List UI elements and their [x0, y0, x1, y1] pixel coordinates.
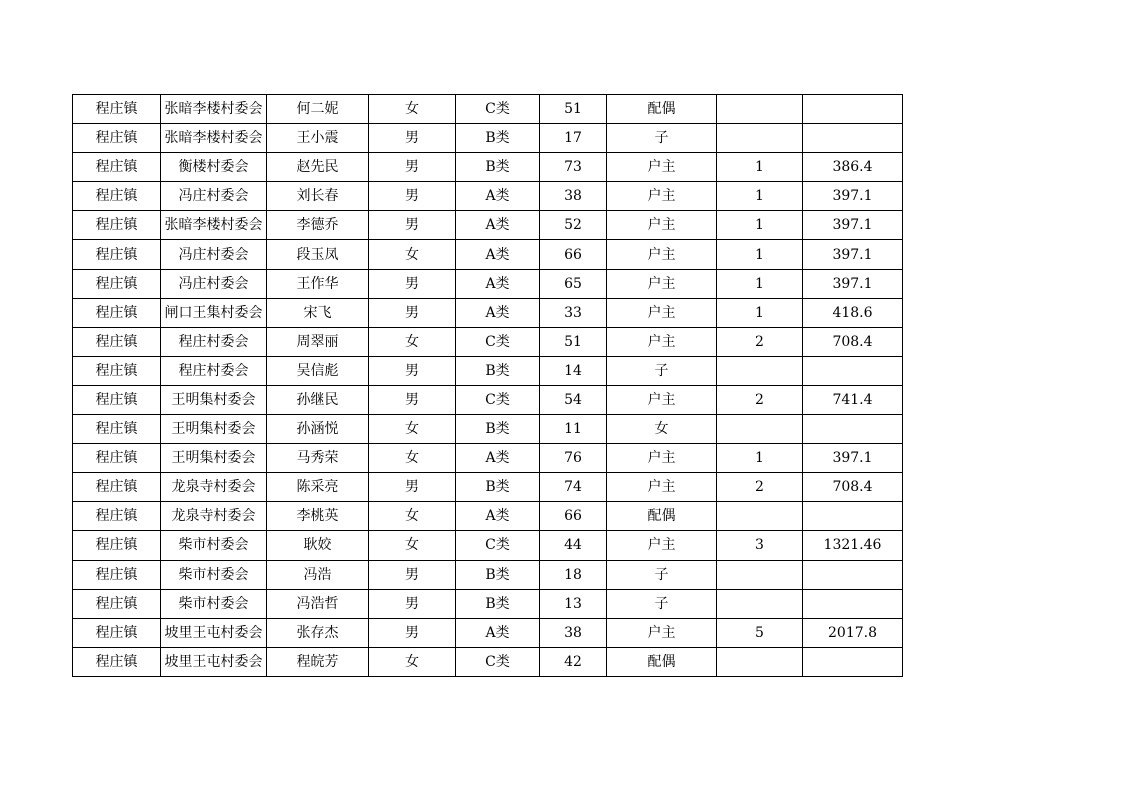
relation-cell: 子 — [607, 356, 717, 385]
household-size-cell: 1 — [717, 240, 803, 269]
category-cell: B类 — [456, 589, 540, 618]
household-size-cell: 2 — [717, 473, 803, 502]
village-cell: 冯庄村委会 — [161, 269, 267, 298]
age-cell: 51 — [540, 327, 607, 356]
household-size-cell: 1 — [717, 182, 803, 211]
town-cell: 程庄镇 — [73, 327, 161, 356]
category-cell: B类 — [456, 153, 540, 182]
gender-cell: 男 — [369, 211, 456, 240]
household-size-cell: 1 — [717, 298, 803, 327]
gender-cell: 男 — [369, 298, 456, 327]
amount-cell — [803, 124, 903, 153]
village-cell: 王明集村委会 — [161, 385, 267, 414]
table-row — [73, 182, 903, 211]
name-cell: 宋飞 — [267, 298, 369, 327]
amount-cell: 397.1 — [803, 240, 903, 269]
table-row — [73, 560, 903, 589]
village-cell: 程庄村委会 — [161, 327, 267, 356]
village-cell: 王明集村委会 — [161, 444, 267, 473]
category-cell: A类 — [456, 502, 540, 531]
name-cell: 张存杰 — [267, 618, 369, 647]
age-cell: 65 — [540, 269, 607, 298]
relation-cell: 户主 — [607, 531, 717, 560]
name-cell: 王作华 — [267, 269, 369, 298]
category-cell: A类 — [456, 182, 540, 211]
table-row — [73, 269, 903, 298]
town-cell: 程庄镇 — [73, 502, 161, 531]
name-cell: 赵先民 — [267, 153, 369, 182]
table-row — [73, 385, 903, 414]
name-cell: 王小震 — [267, 124, 369, 153]
gender-cell: 女 — [369, 327, 456, 356]
table-row — [73, 153, 903, 182]
age-cell: 18 — [540, 560, 607, 589]
village-cell: 王明集村委会 — [161, 415, 267, 444]
household-size-cell — [717, 124, 803, 153]
village-cell: 龙泉寺村委会 — [161, 502, 267, 531]
household-size-cell: 1 — [717, 444, 803, 473]
age-cell: 38 — [540, 182, 607, 211]
village-cell: 张暗李楼村委会 — [161, 124, 267, 153]
household-size-cell — [717, 95, 803, 124]
table-row — [73, 647, 903, 676]
age-cell: 66 — [540, 240, 607, 269]
relation-cell: 配偶 — [607, 502, 717, 531]
village-cell: 坡里王屯村委会 — [161, 647, 267, 676]
age-cell: 54 — [540, 385, 607, 414]
amount-cell: 397.1 — [803, 182, 903, 211]
village-cell: 张暗李楼村委会 — [161, 95, 267, 124]
age-cell: 44 — [540, 531, 607, 560]
household-size-cell — [717, 356, 803, 385]
category-cell: B类 — [456, 473, 540, 502]
town-cell: 程庄镇 — [73, 240, 161, 269]
category-cell: A类 — [456, 618, 540, 647]
town-cell: 程庄镇 — [73, 298, 161, 327]
category-cell: A类 — [456, 211, 540, 240]
household-size-cell — [717, 502, 803, 531]
town-cell: 程庄镇 — [73, 153, 161, 182]
gender-cell: 女 — [369, 502, 456, 531]
amount-cell: 397.1 — [803, 211, 903, 240]
age-cell: 52 — [540, 211, 607, 240]
name-cell: 冯浩 — [267, 560, 369, 589]
amount-cell — [803, 95, 903, 124]
relation-cell: 户主 — [607, 211, 717, 240]
village-cell: 冯庄村委会 — [161, 240, 267, 269]
amount-cell — [803, 415, 903, 444]
table-row — [73, 356, 903, 385]
table-row — [73, 444, 903, 473]
household-size-cell — [717, 415, 803, 444]
table-row — [73, 473, 903, 502]
name-cell: 李德乔 — [267, 211, 369, 240]
town-cell: 程庄镇 — [73, 211, 161, 240]
village-cell: 冯庄村委会 — [161, 182, 267, 211]
age-cell: 38 — [540, 618, 607, 647]
category-cell: B类 — [456, 356, 540, 385]
gender-cell: 男 — [369, 124, 456, 153]
relation-cell: 子 — [607, 589, 717, 618]
amount-cell — [803, 356, 903, 385]
name-cell: 程皖芳 — [267, 647, 369, 676]
amount-cell: 397.1 — [803, 444, 903, 473]
household-size-cell: 1 — [717, 211, 803, 240]
table-row — [73, 415, 903, 444]
relation-cell: 户主 — [607, 473, 717, 502]
age-cell: 14 — [540, 356, 607, 385]
amount-cell: 708.4 — [803, 473, 903, 502]
household-size-cell: 1 — [717, 269, 803, 298]
name-cell: 李桃英 — [267, 502, 369, 531]
category-cell: B类 — [456, 124, 540, 153]
town-cell: 程庄镇 — [73, 560, 161, 589]
village-cell: 柴市村委会 — [161, 589, 267, 618]
relation-cell: 子 — [607, 124, 717, 153]
category-cell: A类 — [456, 269, 540, 298]
age-cell: 11 — [540, 415, 607, 444]
gender-cell: 女 — [369, 531, 456, 560]
village-cell: 张暗李楼村委会 — [161, 211, 267, 240]
amount-cell: 741.4 — [803, 385, 903, 414]
amount-cell — [803, 502, 903, 531]
gender-cell: 女 — [369, 95, 456, 124]
category-cell: A类 — [456, 444, 540, 473]
relation-cell: 户主 — [607, 444, 717, 473]
town-cell: 程庄镇 — [73, 444, 161, 473]
town-cell: 程庄镇 — [73, 589, 161, 618]
age-cell: 13 — [540, 589, 607, 618]
table-row — [73, 327, 903, 356]
village-cell: 衡楼村委会 — [161, 153, 267, 182]
name-cell: 何二妮 — [267, 95, 369, 124]
village-cell: 闸口王集村委会 — [161, 298, 267, 327]
amount-cell: 1321.46 — [803, 531, 903, 560]
town-cell: 程庄镇 — [73, 531, 161, 560]
name-cell: 周翠丽 — [267, 327, 369, 356]
name-cell: 陈采亮 — [267, 473, 369, 502]
town-cell: 程庄镇 — [73, 473, 161, 502]
data-table — [72, 94, 903, 677]
amount-cell — [803, 647, 903, 676]
village-cell: 龙泉寺村委会 — [161, 473, 267, 502]
relation-cell: 户主 — [607, 327, 717, 356]
household-size-cell: 1 — [717, 153, 803, 182]
gender-cell: 女 — [369, 444, 456, 473]
household-size-cell: 2 — [717, 385, 803, 414]
village-cell: 坡里王屯村委会 — [161, 618, 267, 647]
category-cell: A类 — [456, 298, 540, 327]
relation-cell: 户主 — [607, 182, 717, 211]
table-row — [73, 618, 903, 647]
relation-cell: 配偶 — [607, 95, 717, 124]
table-row — [73, 240, 903, 269]
household-size-cell: 3 — [717, 531, 803, 560]
category-cell: A类 — [456, 240, 540, 269]
gender-cell: 男 — [369, 182, 456, 211]
table-row — [73, 589, 903, 618]
age-cell: 74 — [540, 473, 607, 502]
gender-cell: 女 — [369, 240, 456, 269]
town-cell: 程庄镇 — [73, 356, 161, 385]
relation-cell: 子 — [607, 560, 717, 589]
relation-cell: 户主 — [607, 298, 717, 327]
age-cell: 76 — [540, 444, 607, 473]
table-row — [73, 502, 903, 531]
name-cell: 刘长春 — [267, 182, 369, 211]
town-cell: 程庄镇 — [73, 618, 161, 647]
gender-cell: 男 — [369, 618, 456, 647]
town-cell: 程庄镇 — [73, 385, 161, 414]
age-cell: 66 — [540, 502, 607, 531]
town-cell: 程庄镇 — [73, 95, 161, 124]
household-size-cell: 2 — [717, 327, 803, 356]
village-cell: 柴市村委会 — [161, 560, 267, 589]
category-cell: C类 — [456, 95, 540, 124]
household-size-cell — [717, 560, 803, 589]
amount-cell — [803, 589, 903, 618]
relation-cell: 配偶 — [607, 647, 717, 676]
category-cell: C类 — [456, 531, 540, 560]
gender-cell: 男 — [369, 385, 456, 414]
gender-cell: 男 — [369, 269, 456, 298]
amount-cell: 386.4 — [803, 153, 903, 182]
gender-cell: 男 — [369, 153, 456, 182]
category-cell: B类 — [456, 415, 540, 444]
relation-cell: 户主 — [607, 385, 717, 414]
town-cell: 程庄镇 — [73, 415, 161, 444]
category-cell: C类 — [456, 327, 540, 356]
village-cell: 程庄村委会 — [161, 356, 267, 385]
relation-cell: 户主 — [607, 240, 717, 269]
amount-cell: 2017.8 — [803, 618, 903, 647]
amount-cell: 418.6 — [803, 298, 903, 327]
gender-cell: 女 — [369, 647, 456, 676]
gender-cell: 女 — [369, 415, 456, 444]
name-cell: 耿姣 — [267, 531, 369, 560]
table-body — [73, 95, 903, 677]
gender-cell: 男 — [369, 473, 456, 502]
household-size-cell: 5 — [717, 618, 803, 647]
relation-cell: 户主 — [607, 269, 717, 298]
table-row — [73, 95, 903, 124]
gender-cell: 男 — [369, 356, 456, 385]
age-cell: 17 — [540, 124, 607, 153]
village-cell: 柴市村委会 — [161, 531, 267, 560]
age-cell: 42 — [540, 647, 607, 676]
category-cell: C类 — [456, 385, 540, 414]
name-cell: 马秀荣 — [267, 444, 369, 473]
name-cell: 吴信彪 — [267, 356, 369, 385]
table-row — [73, 124, 903, 153]
name-cell: 冯浩哲 — [267, 589, 369, 618]
amount-cell — [803, 560, 903, 589]
category-cell: B类 — [456, 560, 540, 589]
category-cell: C类 — [456, 647, 540, 676]
name-cell: 段玉凤 — [267, 240, 369, 269]
town-cell: 程庄镇 — [73, 647, 161, 676]
town-cell: 程庄镇 — [73, 269, 161, 298]
town-cell: 程庄镇 — [73, 124, 161, 153]
amount-cell: 708.4 — [803, 327, 903, 356]
amount-cell: 397.1 — [803, 269, 903, 298]
age-cell: 51 — [540, 95, 607, 124]
age-cell: 33 — [540, 298, 607, 327]
gender-cell: 男 — [369, 560, 456, 589]
relation-cell: 户主 — [607, 153, 717, 182]
age-cell: 73 — [540, 153, 607, 182]
relation-cell: 户主 — [607, 618, 717, 647]
gender-cell: 男 — [369, 589, 456, 618]
town-cell: 程庄镇 — [73, 182, 161, 211]
household-size-cell — [717, 647, 803, 676]
table-row — [73, 211, 903, 240]
table-row — [73, 298, 903, 327]
table-row — [73, 531, 903, 560]
relation-cell: 女 — [607, 415, 717, 444]
household-size-cell — [717, 589, 803, 618]
name-cell: 孙涵悦 — [267, 415, 369, 444]
name-cell: 孙继民 — [267, 385, 369, 414]
